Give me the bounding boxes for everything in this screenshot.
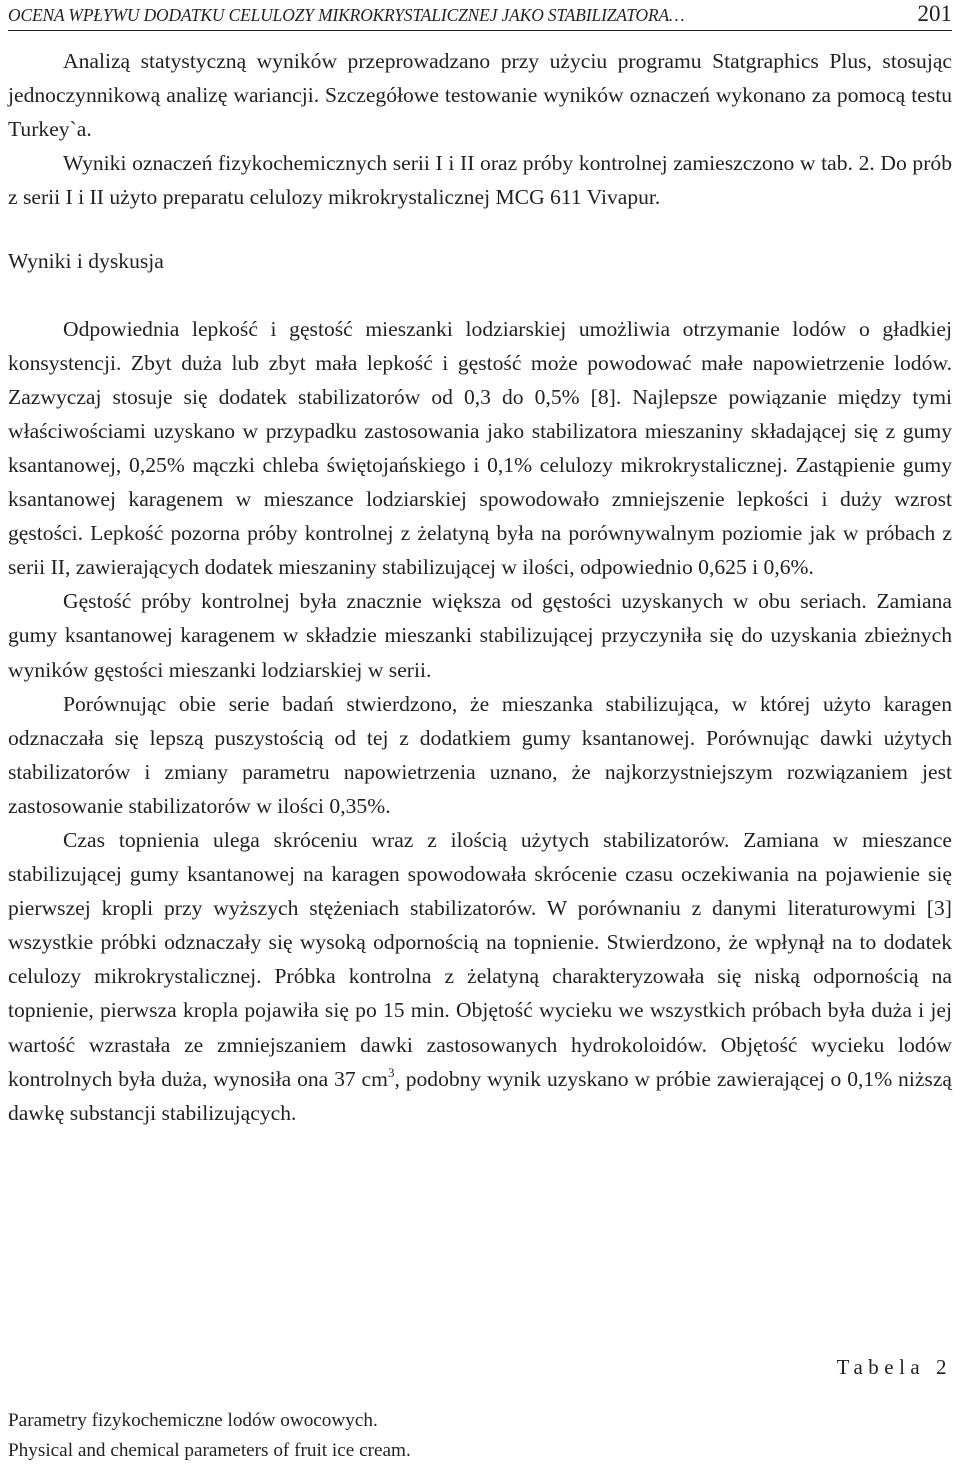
- results-paragraph-2: Gęstość próby kontrolnej była znacznie większa od gęstości uzyskanych w obu seriach. Zamiana gumy ksantanowej karagenem w składzie mieszanki stabilizującej przyczyniła się do uzyskania zbieżnych wyników gęstości mieszanki lodziarskiej w serii.: [8, 589, 952, 682]
- paragraph-4-text: Czas topnienia ulega skróceniu wraz z ilością użytych stabilizatorów. Zamiana w mieszance stabilizującej gumy ksantanowej na karagen spowodowała skrócenie czasu oczekiwania na pojawienie się pierwszej kropli przy wyższych stężeniach stabilizatorów. W porównaniu z danymi literaturowymi [3] wszystkie próbki odznaczały się wysoką odpornością na topnienie. Stwierdzono, że wpłynął na to dodatek celulozy mikrokrystalicznej. Próbka kontrolna z żelatyną charakteryzowała się niską odpornością na topnienie, pierwsza kropla pojawiła się po 15 min. Objętość wycieku we wszystkich próbach była duża i jej wartość wzrastała ze zmniejszaniem dawki zastosowanych hydrokoloidów. Objętość wycieku lodów kontrolnych była duża, wynosiła ona 37 cm: [8, 827, 952, 1091]
- table-caption-english: Physical and chemical parameters of fruit ice cream.: [8, 1440, 411, 1461]
- page-number: 201: [917, 1, 952, 26]
- section-heading: Wyniki i dyskusja: [8, 249, 164, 274]
- results-paragraph-4: [8, 823, 952, 1130]
- cubic-superscript: 3: [387, 1064, 395, 1080]
- materials-paragraph: Wyniki oznaczeń fizykochemicznych serii I i II oraz próby kontrolnej zamieszczono w tab. 2. Do prób z serii I i II użyto preparatu celulozy mikrokrystalicznej MCG 611 Vivapur.: [8, 151, 952, 210]
- running-title: OCENA WPŁYWU DODATKU CELULOZY MIKROKRYSTALICZNEJ JAKO STABILIZATORA…: [8, 5, 685, 25]
- paragraph-4-text-end: , podobny wynik uzyskano w próbie zawierającej o 0,1% niższą dawkę substancji stabilizujących.: [8, 1066, 952, 1125]
- intro-paragraph: Analizą statystyczną wyników przeprowadzano przy użyciu programu Statgraphics Plus, stosując jednoczynnikową analizę wariancji. Szczegółowe testowanie wyników oznaczeń wykonano za pomocą testu Turkey`a.: [8, 49, 952, 142]
- table-caption-polish: Parametry fizykochemiczne lodów owocowych.: [8, 1410, 378, 1431]
- running-header: [8, 0, 952, 31]
- results-paragraph-1: Odpowiednia lepkość i gęstość mieszanki lodziarskiej umożliwia otrzymanie lodów o gładkiej konsystencji. Zbyt duża lub zbyt mała lepkość i gęstość może powodować małe napowietrzenie lodów. Zazwyczaj stosuje się dodatek stabilizatorów od 0,3 do 0,5% [8]. Najlepsze powiązanie między tymi właściwościami uzyskano w przypadku zastosowania jako stabilizatora mieszaniny składającej się z gumy ksantanowej, 0,25% mączki chleba świętojańskiego i 0,1% celulozy mikrokrystalicznej. Zastąpienie gumy ksantanowej karagenem w mieszance lodziarskiej spowodowało zmniejszenie lepkości i duży wzrost gęstości. Lepkość pozorna próby kontrolnej z żelatyną była na porównywalnym poziomie jak w próbach z serii II, zawierających dodatek mieszaniny stabilizującej w ilości, odpowiednio 0,625 i 0,6%.: [8, 316, 952, 580]
- article-body: [8, 44, 952, 1130]
- results-paragraph-3: Porównując obie serie badań stwierdzono, że mieszanka stabilizująca, w której użyto karagen odznaczała się lepszą puszystością od tej z dodatkiem gumy ksantanowej. Porównując dawki użytych stabilizatorów i zmiany parametru napowietrzenia uznano, że najkorzystniejszym rozwiązaniem jest zastosowanie stabilizatorów w ilości 0,35%.: [8, 691, 952, 818]
- table-label: Tabela 2: [836, 1355, 952, 1379]
